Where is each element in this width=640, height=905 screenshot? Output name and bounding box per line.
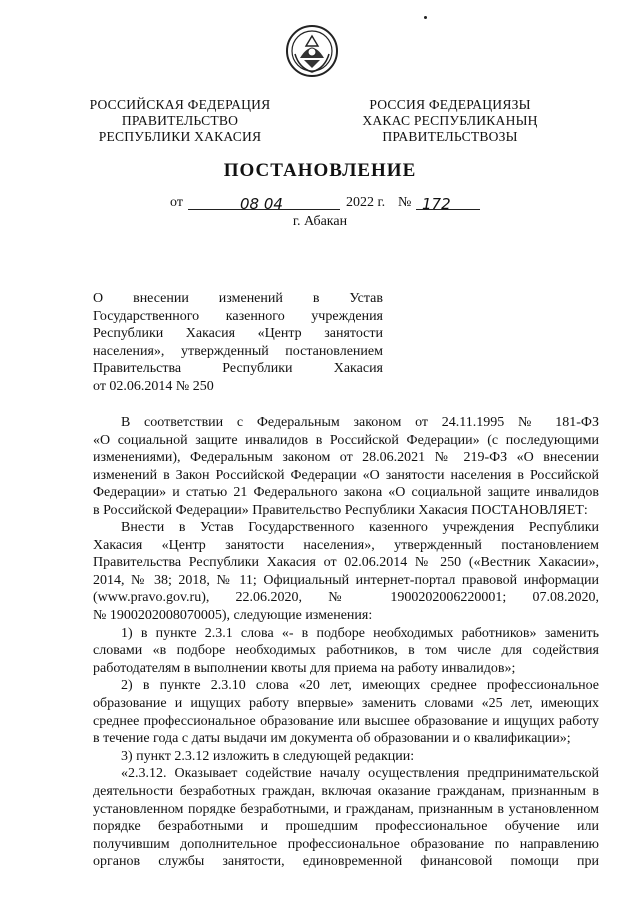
handwritten-date: 08 04 [240, 195, 283, 213]
text-line: Хакасия «Центр занятости населения», утвержденный постановлением [93, 537, 599, 553]
text-line: порядке безработными и прошедшим профессиональное обучение или [93, 819, 599, 835]
text-line: среднее профессиональное образование или высшее образование и ищущих работу [93, 713, 599, 729]
text-line: Правительства Республики Хакасия от 02.06.2014 № 250 («Вестник Хакасии», [93, 555, 599, 571]
text-line: деятельности безработных граждан, включая оказание гражданам, признанным в [93, 783, 599, 799]
scan-speck [424, 16, 427, 19]
year-label: 2022 г. [346, 195, 386, 210]
city-label: г. Абакан [292, 214, 348, 229]
number-sign: № [398, 195, 412, 210]
list-item-line: 3) пункт 2.3.12 изложить в следующей редакции: [121, 748, 415, 764]
header-left-block [60, 97, 300, 145]
text-line: «О социальной защите инвалидов в Российской Федерации» (с последующими [93, 432, 599, 448]
handwritten-number: 172 [422, 195, 451, 213]
header-left-line: РЕСПУБЛИКИ ХАКАСИЯ [98, 129, 262, 144]
date-number-line [170, 195, 490, 215]
text-line: 2014, № 38; 2018, № 11; Официальный интернет-портал правовой информации [93, 572, 599, 588]
decree-body [93, 519, 599, 871]
subject-line: Республики Хакасия «Центр занятости [93, 326, 383, 341]
text-line: в Российской Федерации» Правительство Республики Хакасия ПОСТАНОВЛЯЕТ: [93, 502, 588, 518]
document-title: ПОСТАНОВЛЕНИЕ [223, 160, 417, 181]
header-right-line: ПРАВИТЕЛЬСТВОЗЫ [382, 129, 518, 144]
text-line: работодателям в выполнении квоты для приема на работу инвалидов»; [93, 660, 516, 676]
text-line: изменениями), Федеральным законом от 28.06.2021 № 219-ФЗ «О внесении [93, 450, 599, 466]
text-line: получившим дополнительное профессиональное образование по направлению [93, 836, 599, 852]
subject-line: Правительства Республики Хакасия [93, 361, 383, 376]
text-line: образование и ищущих работу впервые» заменить словами «25 лет, имеющих [93, 695, 599, 711]
list-item-line: 2) в пункте 2.3.10 слова «20 лет, имеющих среднее профессиональное [121, 678, 599, 694]
text-line: изменений в Закон Российской Федерации «О занятости населения в Российской [93, 467, 599, 483]
subject-line: Государственного казенного учреждения [93, 308, 383, 324]
coat-of-arms-emblem-icon [285, 24, 339, 78]
subject-line: от 02.06.2014 № 250 [93, 378, 214, 394]
text-line: органов службы занятости, единовременной финансовой помощи при [93, 854, 599, 870]
text-line: Внести в Устав Государственного казенного учреждения Республики [121, 520, 599, 535]
header-left-line: РОССИЙСКАЯ ФЕДЕРАЦИЯ [89, 97, 271, 112]
preamble-paragraph [93, 414, 599, 520]
text-line: словами «в подборе необходимых работников, в том числе для содействия [93, 643, 599, 659]
header-right-line: РОССИЯ ФЕДЕРАЦИЯЗЫ [369, 97, 531, 112]
text-line: В соответствии с Федеральным законом от 24.11.1995 № 181-ФЗ [121, 415, 599, 430]
text-line: (www.pravo.gov.ru), 22.06.2020, № 1900202006220001; 07.08.2020, [93, 590, 599, 606]
subject-block [93, 290, 383, 395]
header-right-block [330, 97, 570, 145]
text-line: в течение года с даты выдачи им документа об образовании и о квалификации»; [93, 731, 571, 747]
list-item-line: 1) в пункте 2.3.1 слова «- в подборе необходимых работников» заменить [121, 625, 599, 641]
subject-line: О внесении изменений в Устав [93, 291, 383, 306]
text-line: «2.3.12. Оказывает содействие началу осуществления предпринимательской [121, 766, 599, 782]
text-line: № 1900202008070005), следующие изменения: [93, 607, 373, 623]
header-left-line: ПРАВИТЕЛЬСТВО [121, 113, 239, 128]
text-line: установленном порядке безработными, и гражданам, признанным в установленном [93, 801, 599, 817]
text-line: Федерации» и статью 21 Федерального закона «О социальной защите инвалидов [93, 485, 599, 501]
header-right-line: ХАКАС РЕСПУБЛИКАНЫҢ [362, 113, 538, 128]
subject-line: населения», утвержденный постановлением [93, 343, 383, 359]
date-prefix: от [170, 195, 183, 210]
